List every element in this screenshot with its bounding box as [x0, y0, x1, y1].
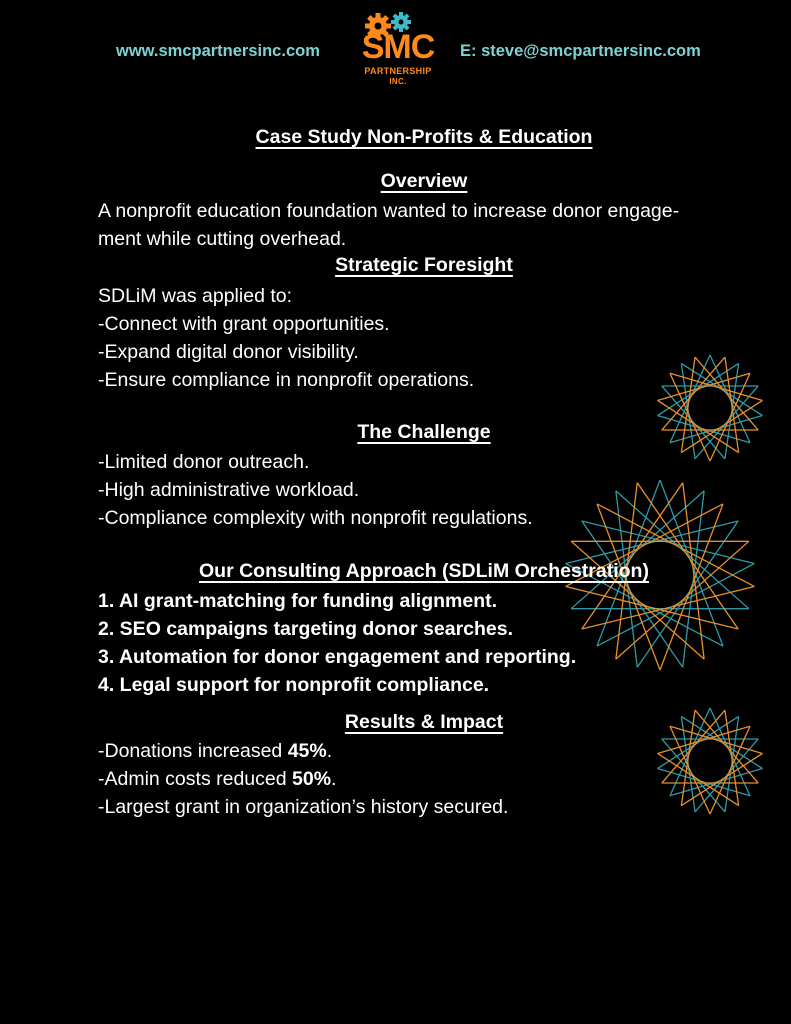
challenge-heading: The Challenge	[357, 421, 491, 443]
list-item: -Compliance complexity with nonprofit regulations.	[98, 507, 533, 529]
logo-sub-text: PARTNERSHIP	[364, 66, 432, 76]
strategic-list	[98, 282, 474, 394]
approach-heading: Our Consulting Approach (SDLiM Orchestration)	[199, 560, 649, 582]
list-item: 2. SEO campaigns targeting donor searches.	[98, 618, 514, 640]
list-item: 3. Automation for donor engagement and reporting.	[98, 646, 577, 668]
page-title: Case Study Non-Profits & Education	[255, 126, 593, 148]
overview-heading: Overview	[380, 170, 468, 192]
result-donations: -Donations increased 45%.	[98, 740, 333, 762]
overview-text	[98, 197, 679, 253]
strategic-heading: Strategic Foresight	[335, 254, 513, 276]
list-item: 4. Legal support for nonprofit compliance.	[98, 674, 490, 696]
list-item: -Expand digital donor visibility.	[98, 341, 359, 363]
logo-inc-text: INC.	[389, 77, 407, 86]
results-list	[98, 737, 508, 821]
result-grant: -Largest grant in organization’s history secured.	[98, 796, 509, 818]
results-heading: Results & Impact	[344, 711, 504, 733]
admin-costs-value: 50%	[292, 768, 332, 790]
strategic-intro: SDLiM was applied to:	[98, 285, 293, 307]
list-item: -Connect with grant opportunities.	[98, 313, 390, 335]
list-item: 1. AI grant-matching for funding alignment.	[98, 590, 498, 612]
list-item: -Ensure compliance in nonprofit operations.	[98, 369, 475, 391]
approach-list	[98, 587, 576, 699]
logo-main-text: SMC	[361, 28, 435, 66]
overview-line: A nonprofit education foundation wanted to increase donor engage-	[98, 200, 680, 222]
overview-line: ment while cutting overhead.	[98, 228, 347, 250]
challenge-list	[98, 448, 533, 532]
website-link[interactable]: www.smcpartnersinc.com	[116, 42, 320, 60]
result-admin-costs: -Admin costs reduced 50%.	[98, 768, 337, 790]
donations-value: 45%	[287, 740, 327, 762]
list-item: -Limited donor outreach.	[98, 451, 310, 473]
email-link[interactable]: E: steve@smcpartnersinc.com	[460, 42, 701, 60]
list-item: -High administrative workload.	[98, 479, 360, 501]
